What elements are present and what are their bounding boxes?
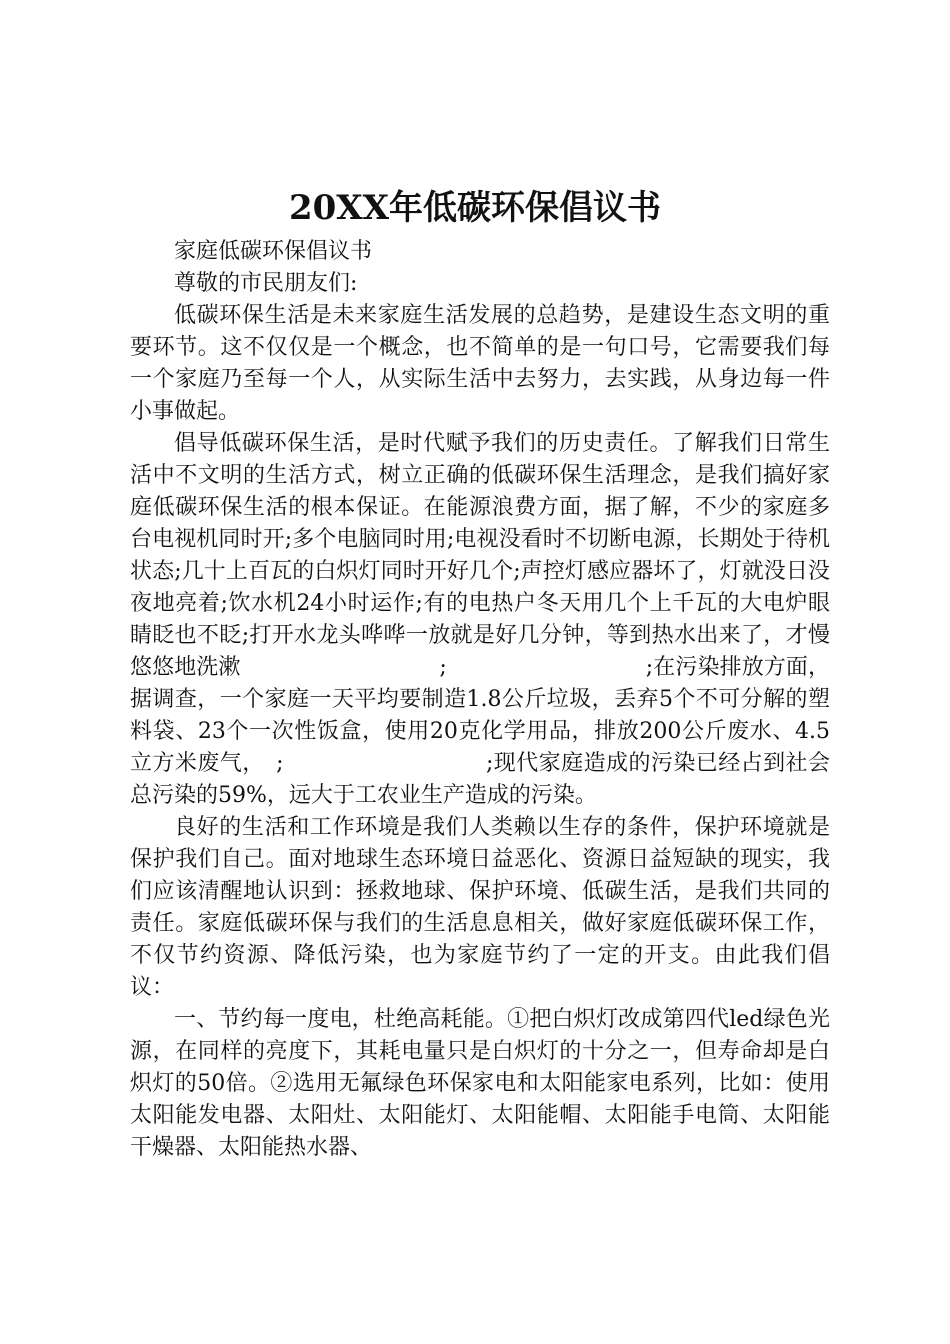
document-subtitle: 家庭低碳环保倡议书 <box>174 239 373 264</box>
paragraph-1: 低碳环保生活是未来家庭生活发展的总趋势，是建设生态文明的重要环节。这不仅仅是一个概念，也不简单的是一句口号，它需要我们每一个家庭乃至每一个人，从实际生活中去努力，去实践，从身边每一件小事做起。 <box>130 303 830 424</box>
document-title: 20XX年低碳环保倡议书 <box>288 188 662 228</box>
paragraph-4: 一、节约每一度电，杜绝高耗能。①把白炽灯改成第四代led绿色光源，在同样的亮度下，其耗电量只是白炽灯的十分之一，但寿命却是白炽灯的50倍。②选用无氟绿色环保家电和太阳能家电系列，比如：使用太阳能发电器、太阳灶、太阳能灯、太阳能帽、太阳能手电筒、太阳能干燥器、太阳能热水器、 <box>130 1007 830 1160</box>
paragraph-3: 良好的生活和工作环境是我们人类赖以生存的条件，保护环境就是保护我们自己。面对地球生态环境日益恶化、资源日益短缺的现实，我们应该清醒地认识到：拯救地球、保护环境、低碳生活，是我们共同的责任。家庭低碳环保与我们的生活息息相关，做好家庭低碳环保工作，不仅节约资源、降低污染，也为家庭节约了一定的开支。由此我们倡议： <box>130 815 830 1000</box>
salutation: 尊敬的市民朋友们: <box>174 271 358 296</box>
document-body <box>130 236 830 1164</box>
paragraph-2: 倡导低碳环保生活，是时代赋予我们的历史责任。了解我们日常生活中不文明的生活方式，树立正确的低碳环保生活理念，是我们搞好家庭低碳环保生活的根本保证。在能源浪费方面，据了解，不少的家庭多台电视机同时开;多个电脑同时用;电视没看时不切断电源，长期处于待机状态;几十上百瓦的白炽灯同时开好几个;声控灯感应器坏了，灯就没日没夜地亮着;饮水机24小时运作;有的电热户冬天用几个上千瓦的大电炉眼睛眨也不眨;打开水龙头哗哗一放就是好几分钟，等到热水出来了，才慢悠悠地洗漱 ; ;在污染排放方面，据调查，一个家庭一天平均要制造1.8公斤垃圾，丢弃5个不可分解的塑料袋、23个一次性饭盒，使用20克化学用品，排放200公斤废水、4.5立方米废气， ; ;现代家庭造成的污染已经占到社会总污染的59%，远大于工农业生产造成的污染。 <box>130 431 830 808</box>
